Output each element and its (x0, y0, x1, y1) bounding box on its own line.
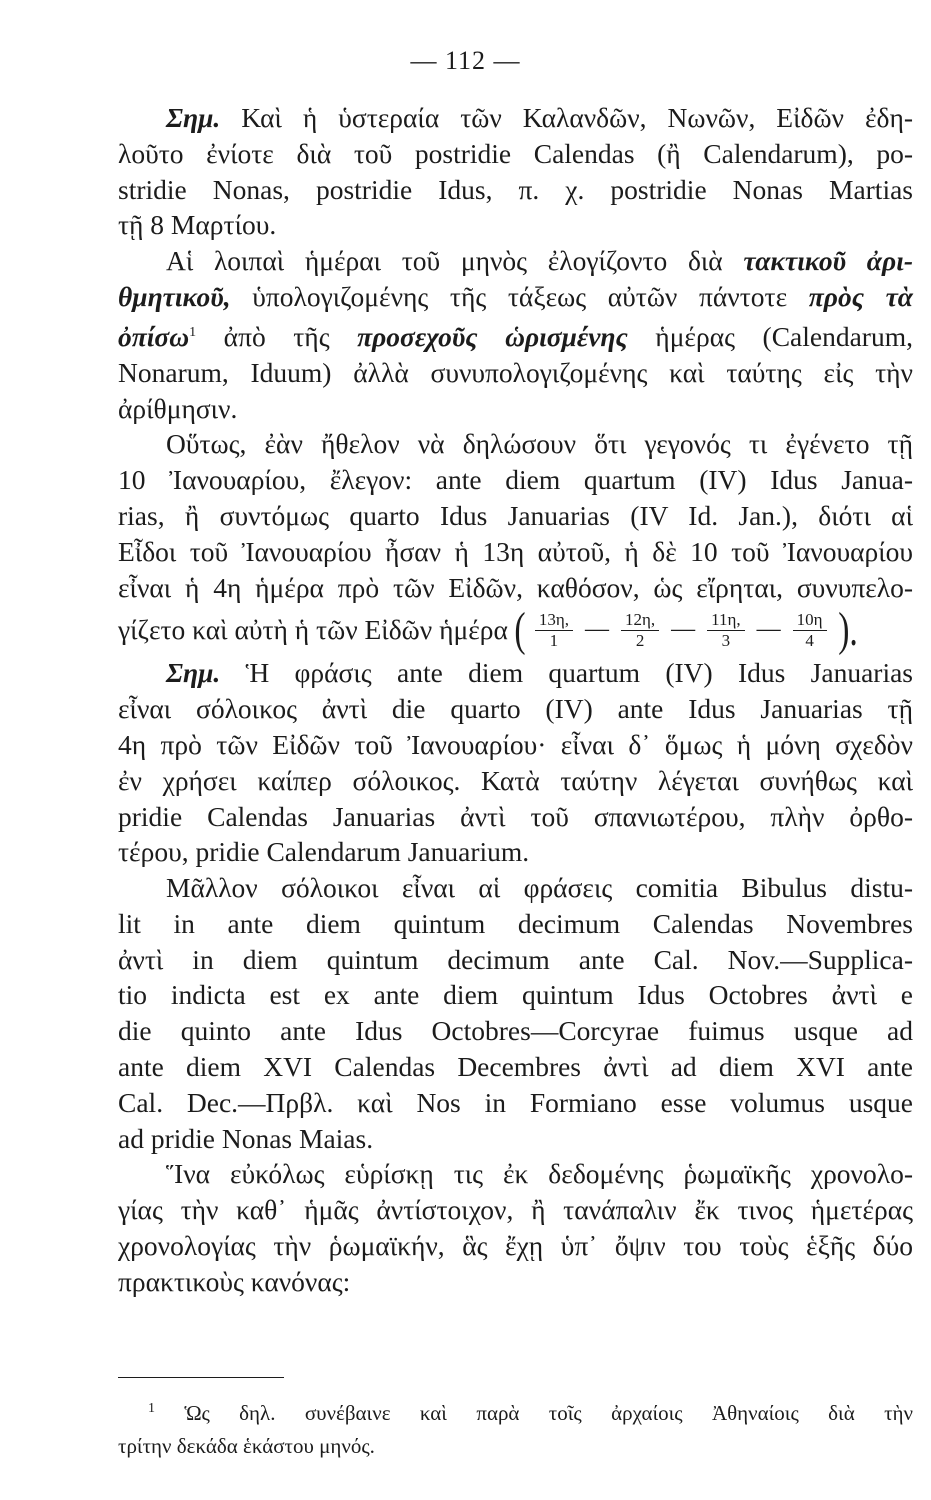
text-line: θμητικοῦ, ὑπολογιζομένης τῆς τάξεως αὐτῶν πάντοτε πρὸς τὰ (118, 280, 914, 312)
fraction: $\frac{13\eta,}{1}$ (535, 610, 573, 651)
text-line: Ἵνα εὐκόλως εὑρίσκῃ τις ἐκ δεδομένης ῥωμαϊκῆς χρονολο- (166, 1158, 913, 1190)
note-label: Σημ. (166, 102, 221, 133)
note-label: Σημ. (166, 657, 221, 689)
text-line: λοῦτο ἐνίοτε διὰ τοῦ postridie Calendas (ἢ Calendarum), po- (118, 137, 913, 169)
open-paren: ( (514, 603, 526, 657)
dash: — (756, 616, 781, 643)
text-line: lit in ante diem quintum decimum Calendas Novembres (118, 907, 913, 939)
emphasis: θμητικοῦ, (118, 280, 231, 312)
text-line: Σημ. Ἡ φράσις ante diem quartum (IV) Idus Januarias (166, 657, 913, 689)
text-line: ἀντὶ in diem quintum decimum ante Cal. Nov.—Supplica- (118, 943, 913, 975)
emphasis: προσεχοῦς ὡρισμένης (357, 320, 628, 352)
text-line: Cal. Dec.—Πρβλ. καὶ Nos in Formiano esse volumus usque (118, 1086, 913, 1118)
text-line: γίας τὴν καθ᾿ ἡμᾶς ἀντίστοιχον, ἢ τανάπαλιν ἔκ τινος ἡμετέρας (118, 1194, 913, 1226)
text-line: tio indicta est ex ante diem quintum Idus Octobres ἀντὶ e (118, 979, 913, 1011)
footnote (118, 1392, 913, 1463)
text-line: τρίτην δεκάδα ἑκάστου μηνός. (118, 1434, 375, 1458)
text-line: ad pridie Nonas Maias. (118, 1122, 374, 1154)
footnote-divider (118, 1377, 284, 1378)
text-line: die quinto ante Idus Octobres—Corcyrae fuimus usque ad (118, 1015, 913, 1047)
paragraph-note-calends (118, 100, 913, 243)
paragraph-example (118, 426, 913, 655)
text-line: ἀρίθμησιν. (118, 392, 238, 424)
text-line: ἐν χρήσει καίπερ σόλοικος. Κατὰ ταύτην λέγεται συνήθως καὶ (118, 764, 913, 796)
fraction: $\frac{10\eta}{4}$ (793, 610, 827, 651)
text-line: τῇ 8 Μαρτίου. (118, 209, 277, 241)
text-line: Nonarum, Iduum) ἀλλὰ συνυπολογιζομένης καὶ ταύτης εἰς τὴν (118, 356, 913, 388)
text-line: εἶναι ἡ 4η ἡμέρα πρὸ τῶν Εἰδῶν, καθόσον, ὡς εἴρηται, συνυπελο- (118, 571, 913, 603)
emphasis: ὀπίσω (118, 320, 190, 352)
text-line: τέρου, pridie Calendarum Januarium. (118, 836, 530, 868)
fraction: $\frac{12\eta,}{2}$ (621, 610, 659, 651)
text-line: pridie Calendas Januarias ἀντὶ τοῦ σπανιωτέρου, πλὴν ὀρθο- (118, 800, 913, 832)
dash: — (585, 616, 609, 643)
text-line: rias, ἢ συντόμως quarto Idus Januarias (IV Id. Jan.), διότι αἱ (118, 499, 913, 531)
text-line: Αἱ λοιπαὶ ἡμέραι τοῦ μηνὸς ἐλογίζοντο διὰ τακτικοῦ ἀρι- (166, 245, 913, 277)
text-line: χρονολογίας τὴν ῥωμαϊκήν, ἃς ἔχῃ ὑπ᾿ ὄψιν του τοὺς ἑξῆς δύο (118, 1230, 913, 1262)
close-paren: ). (837, 603, 858, 657)
fraction-line: γίζετο καὶ αὐτὴ ἡ τῶν Εἰδῶν ἡμέρα ( $\frac{13\eta,}{1}$ — $\frac{12\eta,}{2}$ — $\frac{11\eta,}{3}$ — $\frac{10\eta}{4}$ ). (118, 603, 858, 657)
text-line: Οὕτως, ἐὰν ἤθελον νὰ δηλώσουν ὅτι γεγονός τι ἐγένετο τῇ (166, 428, 913, 460)
footnote-marker: 1 (148, 1401, 155, 1416)
paragraph-note-solecism (118, 655, 913, 870)
paragraph-more-solecisms (118, 870, 913, 1156)
text-line: ὀπίσω$^1$ ἀπὸ τῆς προσεχοῦς ὡρισμένης ἡμέρας (Calendarum, (118, 320, 913, 352)
fraction: $\frac{11\eta,}{3}$ (707, 610, 745, 651)
text-line: 10 Ἰανουαρίου, ἔλεγον: ante diem quartum (IV) Idus Janua- (118, 464, 913, 496)
text-line: Σημ. Καὶ ἡ ὑστεραία τῶν Καλανδῶν, Νωνῶν, Εἰδῶν ἐδη- (166, 102, 914, 133)
dash: — (671, 616, 696, 643)
text-line: Εἶδοι τοῦ Ἰανουαρίου ἦσαν ἡ 13η αὐτοῦ, ἡ δὲ 10 τοῦ Ἰανουαρίου (118, 535, 913, 567)
text-line: stridie Nonas, postridie Idus, π. χ. postridie Nonas Martias (118, 173, 913, 205)
main-text (118, 100, 913, 1300)
paragraph-ordinal-counting (118, 243, 913, 426)
text-line: 4η πρὸ τῶν Εἰδῶν τοῦ Ἰανουαρίου· εἶναι δ᾿ ὅμως ἡ μόνη σχεδὸν (118, 728, 913, 760)
paragraph-rules-intro (118, 1156, 913, 1299)
emphasis: πρὸς τὰ (808, 280, 914, 312)
text-line: εἶναι σόλοικος ἀντὶ die quarto (IV) ante Idus Januarias τῇ (118, 693, 913, 725)
emphasis: τακτικοῦ ἀρι- (743, 245, 913, 277)
text-line: πρακτικοὺς κανόνας: (118, 1265, 351, 1297)
text-line: Μᾶλλον σόλοικοι εἶναι αἱ φράσεις comitia Bibulus distu- (166, 872, 913, 904)
page-number: — 112 — (410, 46, 521, 75)
footnote-reference[interactable]: 1 (189, 324, 197, 340)
text-line: ante diem XVI Calendas Decembres ἀντὶ ad diem XVI ante (118, 1051, 913, 1083)
text-line: $^1$ Ὡς δηλ. συνέβαινε καὶ παρὰ τοῖς ἀρχαίοις Ἀθηναίοις διὰ τὴν (148, 1401, 913, 1425)
